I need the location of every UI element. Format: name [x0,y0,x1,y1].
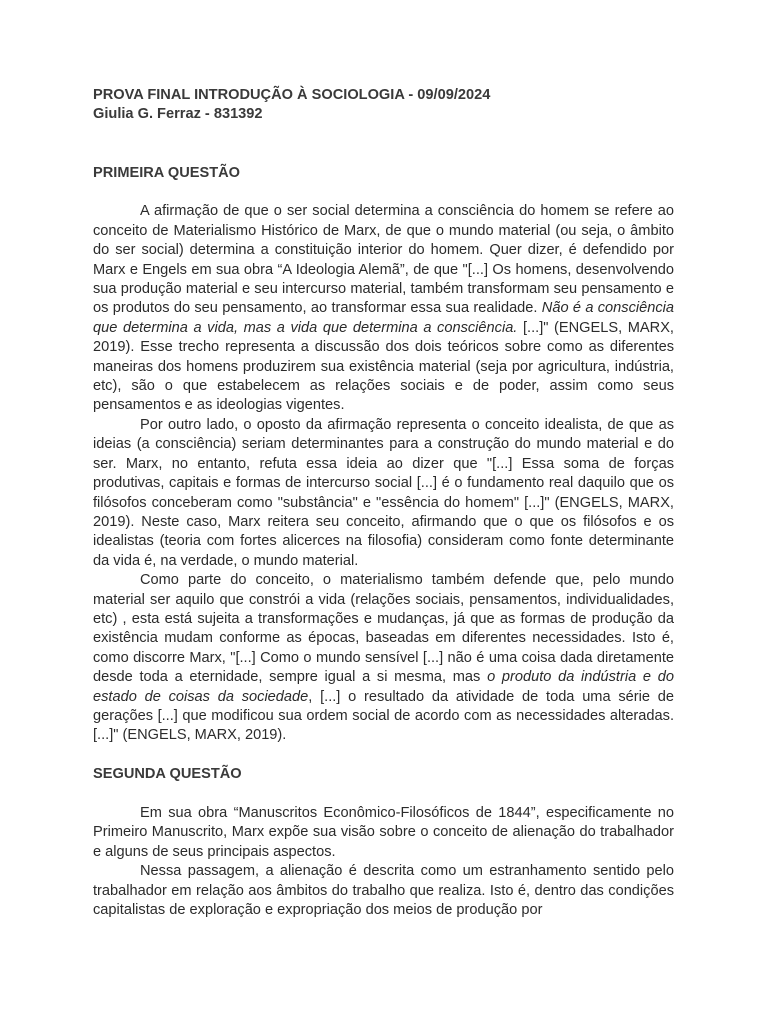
paragraph [93,202,674,415]
author-line: Giulia G. Ferraz - 831392 [93,106,263,123]
paragraph-text: A afirmação de que o ser social determina a consciência do homem se refere ao conceito de Materialismo Histórico de Marx, de que o mundo material (ou seja, o âmbito do ser social) determina a constituição interior do homem. Quer dizer, é defendido por Marx e Engels em sua obra “A Ideologia Alemã”, de que "[...] Os homens, desenvolvendo sua produção material e seu intercurso material, também transformam seu pensamento e os produtos do seu pensamento, ao transformar essa sua realidade. [93,203,674,317]
paragraph-text: Por outro lado, o oposto da afirmação representa o conceito idealista, de que as ideias (a consciência) seriam determinantes para a construção do mundo material e do ser. Marx, no entanto, refuta essa ideia ao dizer que "[...] Essa soma de forças produtivas, capitais e formas de intercurso social [...] é o fundamento real daquilo que os filósofos conceberam como "substância" e "essência do homem" [...]" (ENGELS, MARX, 2019). Neste caso, Marx reiterа seu conceito, afirmando que o que os filósofos e os idealistas (teoria com fortes alicerces na filosofia) consideram como fonte determinante da vida é, na verdade, o mundo material. [93,416,674,569]
spacer [93,183,674,202]
document-title: PROVA FINAL INTRODUÇÃO À SOCIOLOGIA - 09/09/2024 [93,87,491,103]
paragraph [93,804,674,862]
paragraph-text: Nessa passagem, a alienação é descrita como um estranhamento sentido pelo trabalhador em relação aos âmbitos do trabalho que realiza. Isto é, dentro das condições capitalistas de exploração e expropriação dos meios de produção por [93,863,674,918]
paragraph [93,571,674,746]
paragraph-italic-text: o produto da indústria e do estado de coisas da sociedade [93,669,674,705]
document-page [93,86,674,920]
paragraph [93,862,674,920]
spacer [93,746,674,765]
spacer [93,785,674,804]
paragraph-text: Como parte do conceito, o materialismo também defende que, pelo mundo material ser aquilo que constrói a vida (relações sociais, pensamentos, individualidades, etc) , esta está sujeita a transformações e mudanças, já que as formas de produção da existência mudam conforme as épocas, baseadas em diferentes necessidades. Isto é, como discorre Marx, "[...] Como o mundo sensível [...] não é uma coisa dada diretamente desde toda a eternidade, sempre igual a si mesma, mas [93,572,674,686]
paragraph-text: [...]" (ENGELS, MARX, 2019). Esse trecho representa a discussão dos dois teóricos sobre como as diferentes maneiras dos homens produzirem sua existência material (seja por agricultura, indústria, etc), são o que estabelecem as relações sociais e de poder, assim como seus pensamentos e as ideologias vigentes. [93,319,674,414]
spacer [93,125,674,164]
section-title-primeira: PRIMEIRA QUESTÃO [93,164,241,181]
paragraph-text: Em sua obra “Manuscritos Econômico-Filosóficos de 1844”, especificamente no Primeiro Manuscrito, Marx expõe sua visão sobre o conceito de alienação do trabalhador e alguns de seus principais aspectos. [93,804,674,860]
section-title-segunda: SEGUNDA QUESTÃO [93,766,242,783]
paragraph-text: , [...] o resultado da atividade de toda uma série de gerações [...] que modificou sua ordem social de acordo com as necessidades alteradas. [...]" (ENGELS, MARX, 2019). [93,688,674,744]
paragraph-italic-text: Não é a consciência que determina a vida, mas a vida que determina a consciência. [93,300,674,336]
paragraph [93,416,674,571]
